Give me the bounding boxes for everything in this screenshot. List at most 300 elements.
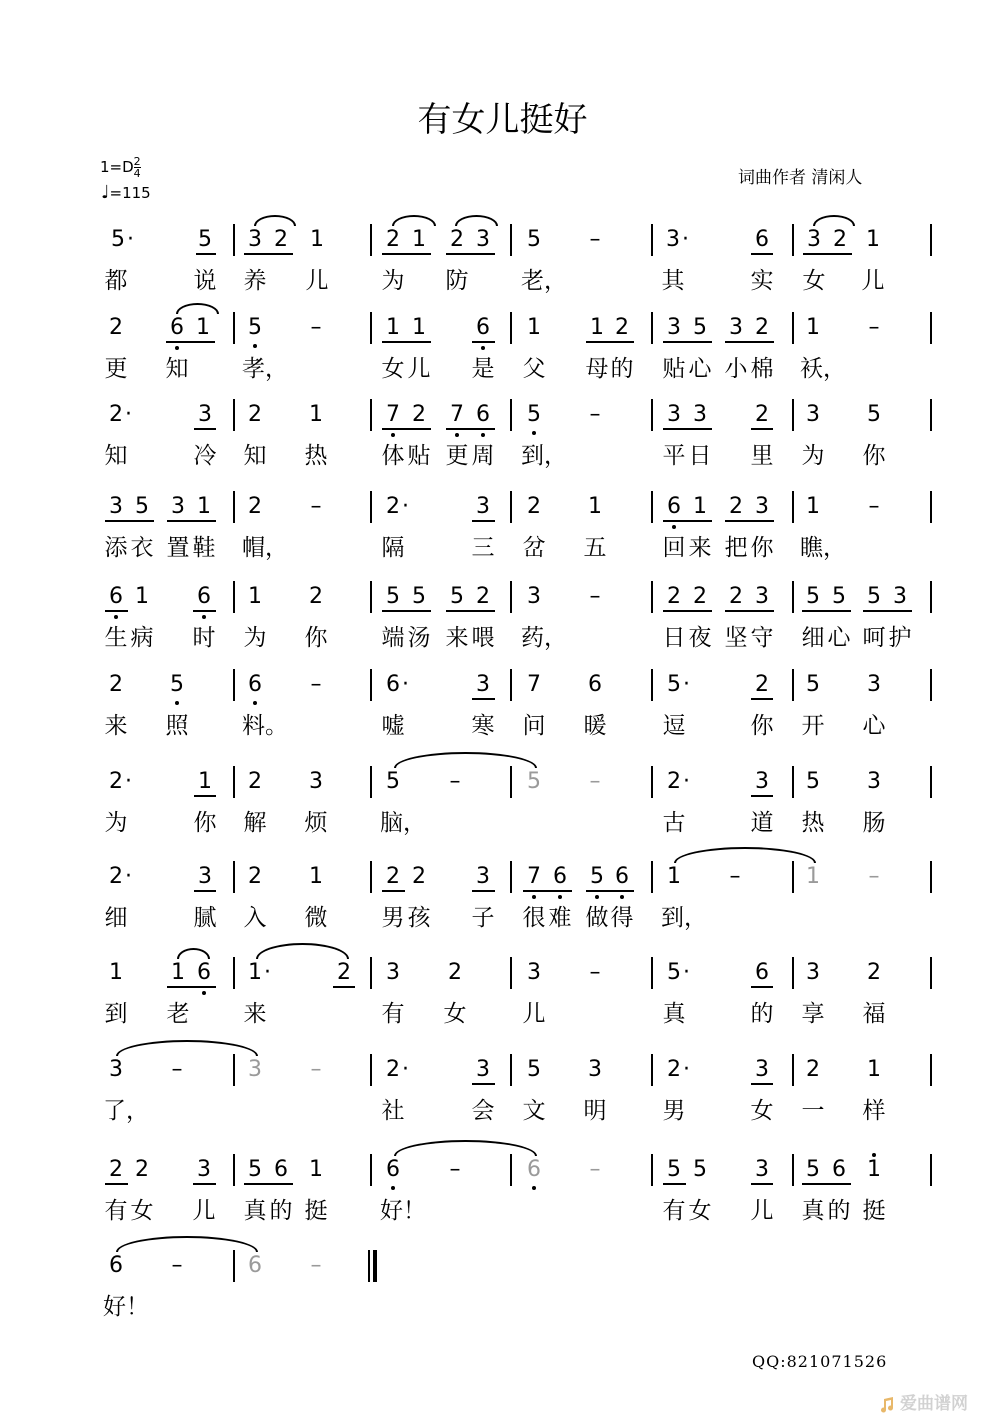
barline: [370, 766, 372, 798]
note: 2: [109, 864, 123, 889]
lyric: 料。: [242, 713, 288, 739]
lyric: 儿: [522, 1001, 546, 1027]
note: 3: [476, 494, 490, 519]
note: 6: [109, 1253, 123, 1278]
lower-octave-dot: [253, 344, 257, 348]
barline: [792, 861, 794, 893]
note: –: [449, 769, 461, 794]
lyric: 解: [243, 810, 267, 836]
barline: [370, 399, 372, 431]
lyric: 一: [801, 1098, 825, 1124]
barline: [370, 957, 372, 989]
lyric: 隔: [381, 535, 405, 561]
note: 1: [196, 315, 210, 340]
note: 2: [667, 769, 681, 794]
note: 2: [833, 227, 847, 252]
lyric: 细: [104, 905, 128, 931]
underline-beam: [472, 1083, 495, 1085]
note: 3: [806, 402, 820, 427]
underline-beam: [725, 610, 774, 612]
underline-beam: [194, 795, 216, 797]
note: –: [310, 494, 322, 519]
note: –: [868, 864, 880, 889]
note: 5: [590, 864, 604, 889]
lyric: 女: [130, 1198, 154, 1224]
note: 6: [109, 584, 123, 609]
note: 2: [448, 960, 462, 985]
lyric: 其: [661, 268, 685, 294]
underline-beam: [751, 986, 773, 988]
tie-slur: [176, 303, 219, 314]
note: 5: [170, 672, 184, 697]
barline: [930, 491, 932, 523]
note: –: [589, 769, 601, 794]
qq-contact: QQ:821071526: [752, 1352, 888, 1371]
note: 5: [667, 672, 681, 697]
note: 5: [111, 227, 125, 252]
lyric: 到，: [521, 443, 567, 469]
note: 5: [832, 584, 846, 609]
lyric: 女: [443, 1001, 467, 1027]
barline: [233, 766, 235, 798]
lower-octave-dot: [481, 433, 485, 437]
underline-beam: [244, 253, 293, 255]
underline-beam: [446, 428, 495, 430]
note: 2: [412, 864, 426, 889]
lyric: 男: [662, 1098, 686, 1124]
tie-slur: [256, 943, 349, 959]
barline: [930, 312, 932, 344]
note: 1: [309, 864, 323, 889]
barline: [510, 312, 512, 344]
note: 3: [755, 584, 769, 609]
lyric: 古: [662, 810, 686, 836]
note: 6: [386, 1157, 400, 1182]
note: 3: [386, 960, 400, 985]
note: 6: [615, 864, 629, 889]
lyric: 道: [750, 810, 774, 836]
note: 5: [867, 402, 881, 427]
lyric: 喂: [471, 625, 495, 651]
lyric: 来: [445, 625, 469, 651]
note: 2: [309, 584, 323, 609]
barline: [510, 399, 512, 431]
lyric: 很: [522, 905, 546, 931]
barline: [651, 224, 653, 256]
lyric: 到，: [661, 905, 707, 931]
lower-octave-dot: [558, 895, 562, 899]
underline-beam: [751, 1083, 773, 1085]
time-signature-top: 2: [133, 155, 141, 168]
barline: [792, 312, 794, 344]
note: 6: [197, 960, 211, 985]
lyric: 明: [583, 1098, 607, 1124]
lyric: 好！: [103, 1294, 149, 1320]
composer-credit: 词曲作者 清闲人: [738, 168, 863, 188]
key-label: 1=D: [100, 158, 134, 176]
note: 2: [109, 1157, 123, 1182]
underline-beam: [196, 253, 216, 255]
underline-beam: [725, 341, 774, 343]
barline: [233, 399, 235, 431]
underline-beam: [586, 341, 634, 343]
watermark: 爱曲谱网: [900, 1394, 968, 1414]
note: 5: [527, 227, 541, 252]
note: 3: [476, 864, 490, 889]
underline-beam: [193, 1183, 216, 1185]
note: –: [310, 1057, 322, 1082]
note: 1: [248, 584, 262, 609]
note: 1: [109, 960, 123, 985]
tie-slur: [455, 215, 498, 226]
lower-octave-dot: [114, 615, 118, 619]
barline: [930, 581, 932, 613]
lyric: 有: [381, 1001, 405, 1027]
lyric: 添: [104, 535, 128, 561]
tie-slur: [394, 752, 537, 768]
note: 5: [248, 1157, 262, 1182]
barline: [510, 1054, 512, 1086]
augmentation-dot: ·: [683, 960, 690, 985]
barline: [233, 312, 235, 344]
note: 1: [866, 227, 880, 252]
augmentation-dot: ·: [682, 227, 689, 252]
note: 3: [476, 672, 490, 697]
lyric: 的: [827, 1198, 851, 1224]
barline: [792, 491, 794, 523]
barline: [510, 581, 512, 613]
barline: [233, 1250, 235, 1282]
lyric: 逗: [662, 713, 686, 739]
lyric: 时: [192, 625, 216, 651]
barline: [510, 669, 512, 701]
lower-octave-dot: [481, 346, 485, 350]
note: 1: [588, 494, 602, 519]
note: 6: [588, 672, 602, 697]
lyric: 社: [381, 1098, 405, 1124]
barline: [368, 1250, 370, 1282]
note: 6: [274, 1157, 288, 1182]
note: 5: [806, 672, 820, 697]
barline: [233, 491, 235, 523]
lyric: 心: [862, 713, 886, 739]
lyric: 热: [304, 443, 328, 469]
tie-slur: [177, 948, 210, 959]
note: 2: [755, 402, 769, 427]
barline: [651, 1054, 653, 1086]
barline: [930, 957, 932, 989]
lyric: 好！: [380, 1198, 426, 1224]
note: 3: [807, 227, 821, 252]
note: 2: [386, 1057, 400, 1082]
augmentation-dot: ·: [683, 1057, 690, 1082]
underline-beam: [863, 610, 912, 612]
lyric: 周: [471, 443, 495, 469]
note: 3: [729, 315, 743, 340]
note: 3: [476, 1057, 490, 1082]
underline-beam: [663, 610, 712, 612]
note: 2: [755, 672, 769, 697]
lyric: 五: [583, 535, 607, 561]
underline-beam: [751, 428, 773, 430]
barline: [510, 491, 512, 523]
underline-beam: [472, 890, 495, 892]
augmentation-dot: ·: [264, 960, 271, 985]
lyric: 了，: [103, 1098, 149, 1124]
augmentation-dot: ·: [125, 769, 132, 794]
lyric: 寒: [471, 713, 495, 739]
barline: [233, 1054, 235, 1086]
note: 3: [248, 227, 262, 252]
note: 3: [667, 402, 681, 427]
barline: [930, 224, 932, 256]
note: –: [310, 672, 322, 697]
note: –: [589, 227, 601, 252]
note: 2: [615, 315, 629, 340]
note: 6: [248, 672, 262, 697]
note: 6: [170, 315, 184, 340]
barline: [651, 581, 653, 613]
note: 5: [386, 769, 400, 794]
note: –: [868, 494, 880, 519]
note: 1: [867, 1157, 881, 1182]
lyric: 儿: [407, 356, 431, 382]
underline-beam: [725, 520, 774, 522]
note: 3: [109, 1057, 123, 1082]
lyric: 体: [381, 443, 405, 469]
note: 1: [867, 1057, 881, 1082]
barline: [233, 581, 235, 613]
note: 5: [450, 584, 464, 609]
lyric: 开: [801, 713, 825, 739]
note: 2: [729, 494, 743, 519]
barline: [370, 1054, 372, 1086]
note: 2: [667, 584, 681, 609]
barline: [651, 491, 653, 523]
underline-beam: [105, 520, 154, 522]
lyric: 防: [445, 268, 469, 294]
note: 5: [527, 402, 541, 427]
quarter-note-icon: ♩: [101, 182, 110, 203]
augmentation-dot: ·: [125, 402, 132, 427]
lyric: 呵: [862, 625, 886, 651]
lyric: 腻: [193, 905, 217, 931]
lyric: 女: [381, 356, 405, 382]
augmentation-dot: ·: [683, 769, 690, 794]
note: 3: [248, 1057, 262, 1082]
augmentation-dot: ·: [402, 494, 409, 519]
note: 3: [198, 864, 212, 889]
lyric: 得: [610, 905, 634, 931]
underline-beam: [244, 1183, 293, 1185]
underline-beam: [193, 610, 216, 612]
lyric: 福: [862, 1001, 886, 1027]
barline: [370, 312, 372, 344]
lyric: 儿: [305, 268, 329, 294]
note: 5: [806, 584, 820, 609]
note: 3: [171, 494, 185, 519]
barline: [233, 861, 235, 893]
barline: [930, 1054, 932, 1086]
note: 3: [693, 402, 707, 427]
lyric: 来: [688, 535, 712, 561]
note: 6: [248, 1253, 262, 1278]
barline: [930, 669, 932, 701]
lyric: 样: [862, 1098, 886, 1124]
lyric: 生: [104, 625, 128, 651]
note: 2: [806, 1057, 820, 1082]
underline-beam: [105, 1183, 128, 1185]
lyric: 问: [522, 713, 546, 739]
lyric: 回: [662, 535, 686, 561]
note: –: [449, 1157, 461, 1182]
note: –: [589, 584, 601, 609]
lyric: 难: [548, 905, 572, 931]
tie-slur: [392, 215, 436, 226]
lower-octave-dot: [391, 1186, 395, 1190]
barline: [370, 491, 372, 523]
note: 7: [527, 864, 541, 889]
note: 1: [386, 315, 400, 340]
underline-beam: [382, 341, 431, 343]
lyric: 挺: [304, 1198, 328, 1224]
note: 2: [527, 494, 541, 519]
underline-beam: [194, 428, 216, 430]
note: 5: [693, 1157, 707, 1182]
lyric: 坚: [724, 625, 748, 651]
lyric: 享: [801, 1001, 825, 1027]
lyric: 心: [827, 625, 851, 651]
note: 2: [248, 864, 262, 889]
lyric: 做: [585, 905, 609, 931]
underline-beam: [382, 890, 405, 892]
lyric: 有: [104, 1198, 128, 1224]
note: 2: [386, 864, 400, 889]
note: 6: [832, 1157, 846, 1182]
lyric: 来: [104, 713, 128, 739]
lyric: 汤: [407, 625, 431, 651]
note: 2: [248, 494, 262, 519]
underline-beam: [382, 428, 431, 430]
lyric: 挺: [862, 1198, 886, 1224]
note: 3: [806, 960, 820, 985]
lyric: 儿: [192, 1198, 216, 1224]
note: 6: [553, 864, 567, 889]
note: 3: [198, 402, 212, 427]
lyric: 母: [585, 356, 609, 382]
note: 3: [197, 1157, 211, 1182]
note: 3: [893, 584, 907, 609]
time-signature-bottom: 4: [133, 167, 141, 180]
barline: [792, 581, 794, 613]
note: 1: [590, 315, 604, 340]
note: 6: [527, 1157, 541, 1182]
barline: [930, 1154, 932, 1186]
lyric: 暖: [583, 713, 607, 739]
final-barline: [373, 1250, 377, 1282]
lyric: 有: [662, 1198, 686, 1224]
note: –: [589, 1157, 601, 1182]
lyric: 药，: [521, 625, 567, 651]
note: –: [171, 1057, 183, 1082]
barline: [651, 766, 653, 798]
note: 2: [248, 402, 262, 427]
note: 2: [412, 402, 426, 427]
underline-beam: [751, 795, 773, 797]
lyric: 更: [445, 443, 469, 469]
underline-beam: [523, 890, 572, 892]
note: 2: [867, 960, 881, 985]
note: 3: [755, 494, 769, 519]
barline: [792, 224, 794, 256]
lyric: 都: [104, 268, 128, 294]
lyric: 知: [165, 356, 189, 382]
lower-octave-dot: [532, 895, 536, 899]
lyric: 平: [662, 443, 686, 469]
barline: [510, 766, 512, 798]
note: 3: [867, 672, 881, 697]
barline: [792, 1054, 794, 1086]
lyric: 三: [471, 535, 495, 561]
lower-octave-dot: [532, 431, 536, 435]
lyric: 说: [193, 268, 217, 294]
barline: [651, 957, 653, 989]
note: 5: [667, 1157, 681, 1182]
lyric: 冷: [193, 443, 217, 469]
note: 1: [667, 864, 681, 889]
upper-octave-dot: [872, 1153, 876, 1157]
note: 1: [135, 584, 149, 609]
lyric: 衣: [130, 535, 154, 561]
lyric: 嘘: [381, 713, 405, 739]
lyric: 为: [243, 625, 267, 651]
lyric: 烦: [304, 810, 328, 836]
note: 2: [109, 402, 123, 427]
note: –: [310, 1253, 322, 1278]
note: 6: [197, 584, 211, 609]
underline-beam: [472, 520, 495, 522]
note: 3: [109, 494, 123, 519]
lyric: 更: [104, 356, 128, 382]
note: 2: [274, 227, 288, 252]
note: 3: [755, 1157, 769, 1182]
lyric: 养: [243, 268, 267, 294]
lyric: 孩: [407, 905, 431, 931]
note: 6: [476, 402, 490, 427]
note: 6: [667, 494, 681, 519]
note: 3: [309, 769, 323, 794]
note: 3: [588, 1057, 602, 1082]
note: 3: [527, 960, 541, 985]
barline: [370, 581, 372, 613]
underline-beam: [333, 986, 355, 988]
lyric: 护: [888, 625, 912, 651]
lyric: 孝，: [242, 356, 288, 382]
note: 2: [386, 227, 400, 252]
note: 2: [693, 584, 707, 609]
lyric: 子: [471, 905, 495, 931]
note: 5: [248, 315, 262, 340]
note: 1: [171, 960, 185, 985]
underline-beam: [105, 610, 128, 612]
lyric: 的: [269, 1198, 293, 1224]
lyric: 袄，: [800, 356, 846, 382]
underline-beam: [446, 610, 495, 612]
lyric: 是: [471, 356, 495, 382]
barline: [370, 861, 372, 893]
note: 6: [476, 315, 490, 340]
note: 3: [755, 769, 769, 794]
